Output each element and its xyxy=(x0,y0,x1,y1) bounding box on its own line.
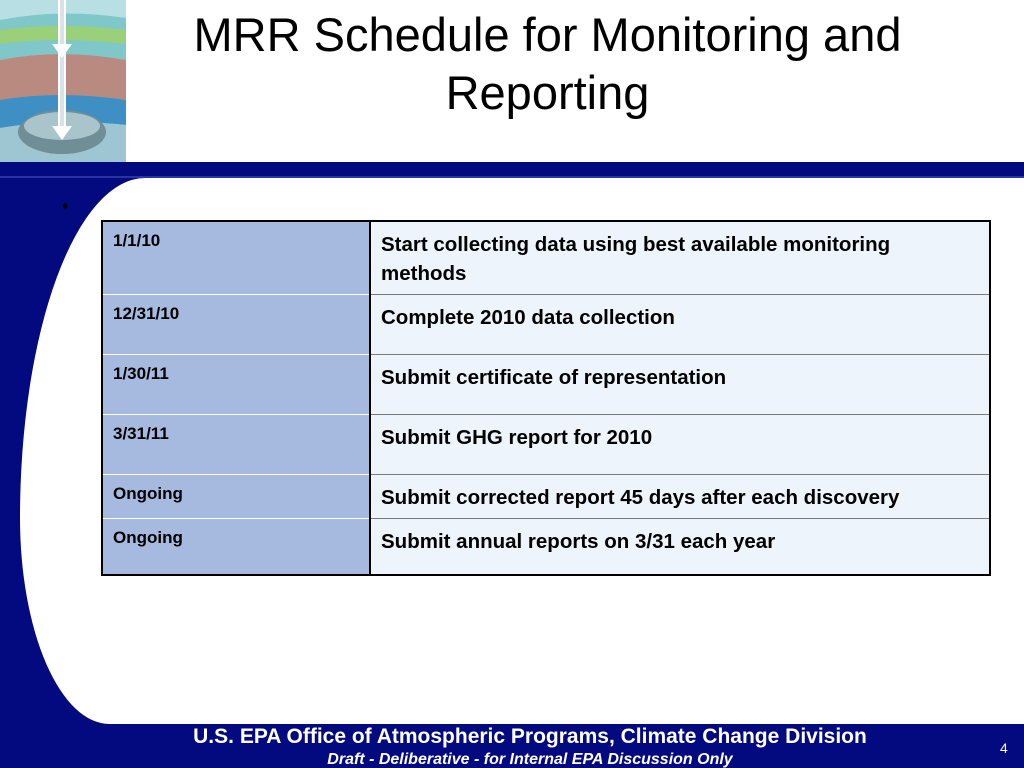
table-row xyxy=(102,475,990,519)
bullet-marker: • xyxy=(62,196,69,216)
date-cell: 12/31/10 xyxy=(102,295,370,355)
page-title: MRR Schedule for Monitoring and Reporting xyxy=(193,8,902,119)
footer-organization: U.S. EPA Office of Atmospheric Programs, Climate Change Division xyxy=(193,725,867,748)
action-cell: Start collecting data using best available monitoring methods xyxy=(370,221,990,295)
action-cell: Submit annual reports on 3/31 each year xyxy=(370,519,990,576)
well-logo-icon xyxy=(0,0,126,162)
date-cell: 3/31/11 xyxy=(102,415,370,475)
date-cell: 1/30/11 xyxy=(102,355,370,415)
table-row xyxy=(102,221,990,295)
action-cell: Submit certificate of representation xyxy=(370,355,990,415)
date-cell: 1/1/10 xyxy=(102,221,370,295)
slide-header xyxy=(0,0,1024,162)
footer-disclaimer: Draft - Deliberative - for Internal EPA Discussion Only xyxy=(327,751,733,768)
table-row xyxy=(102,355,990,415)
date-cell: Ongoing xyxy=(102,475,370,519)
action-cell: Submit corrected report 45 days after each discovery xyxy=(370,475,990,519)
table-row xyxy=(102,519,990,576)
table-row xyxy=(102,415,990,475)
page-number: 4 xyxy=(1000,740,1008,756)
action-cell: Submit GHG report for 2010 xyxy=(370,415,990,475)
action-cell: Complete 2010 data collection xyxy=(370,295,990,355)
schedule-table xyxy=(101,220,991,576)
table-row xyxy=(102,295,990,355)
date-cell: Ongoing xyxy=(102,519,370,576)
